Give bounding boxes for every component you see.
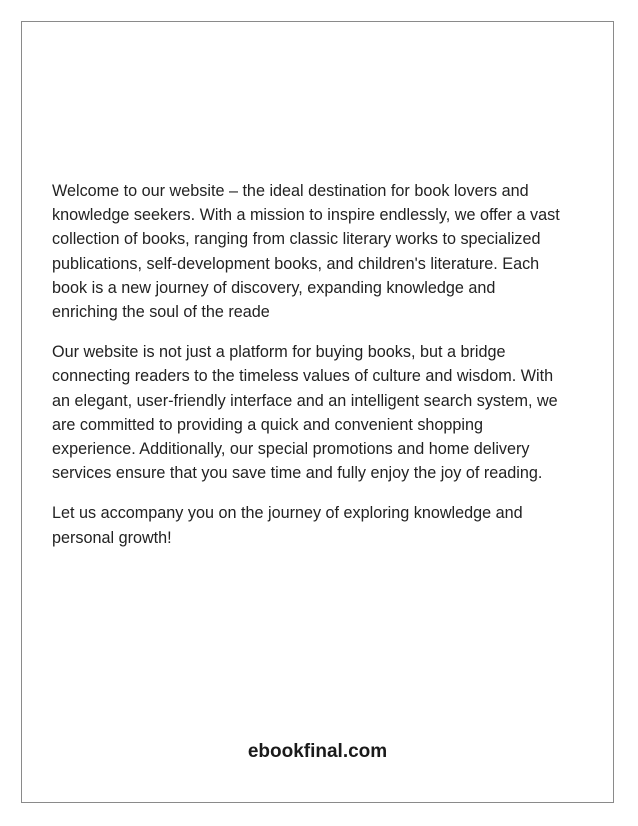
paragraph-platform: Our website is not just a platform for buying books, but a bridge connecting readers to the timeless values of culture and wisdom. With an elegant, user-friendly interface and an intelligent search system, we are committed to providing a quick and convenient shopping experience. Additionally, our special promotions and home delivery services ensure that you save time and fully enjoy the joy of reading.	[52, 343, 558, 483]
page-frame	[21, 21, 614, 803]
paragraph-closing: Let us accompany you on the journey of exploring knowledge and personal growth!	[52, 504, 523, 547]
footer-site-name: ebookfinal.com	[247, 741, 388, 762]
document-body	[52, 179, 562, 566]
paragraph-intro: Welcome to our website – the ideal destination for book lovers and knowledge seekers. With a mission to inspire endlessly, we offer a vast collection of books, ranging from classic literary works to specialized publications, self-development books, and children's literature. Each book is a new journey of discovery, expanding knowledge and enriching the soul of the reade	[52, 182, 560, 322]
